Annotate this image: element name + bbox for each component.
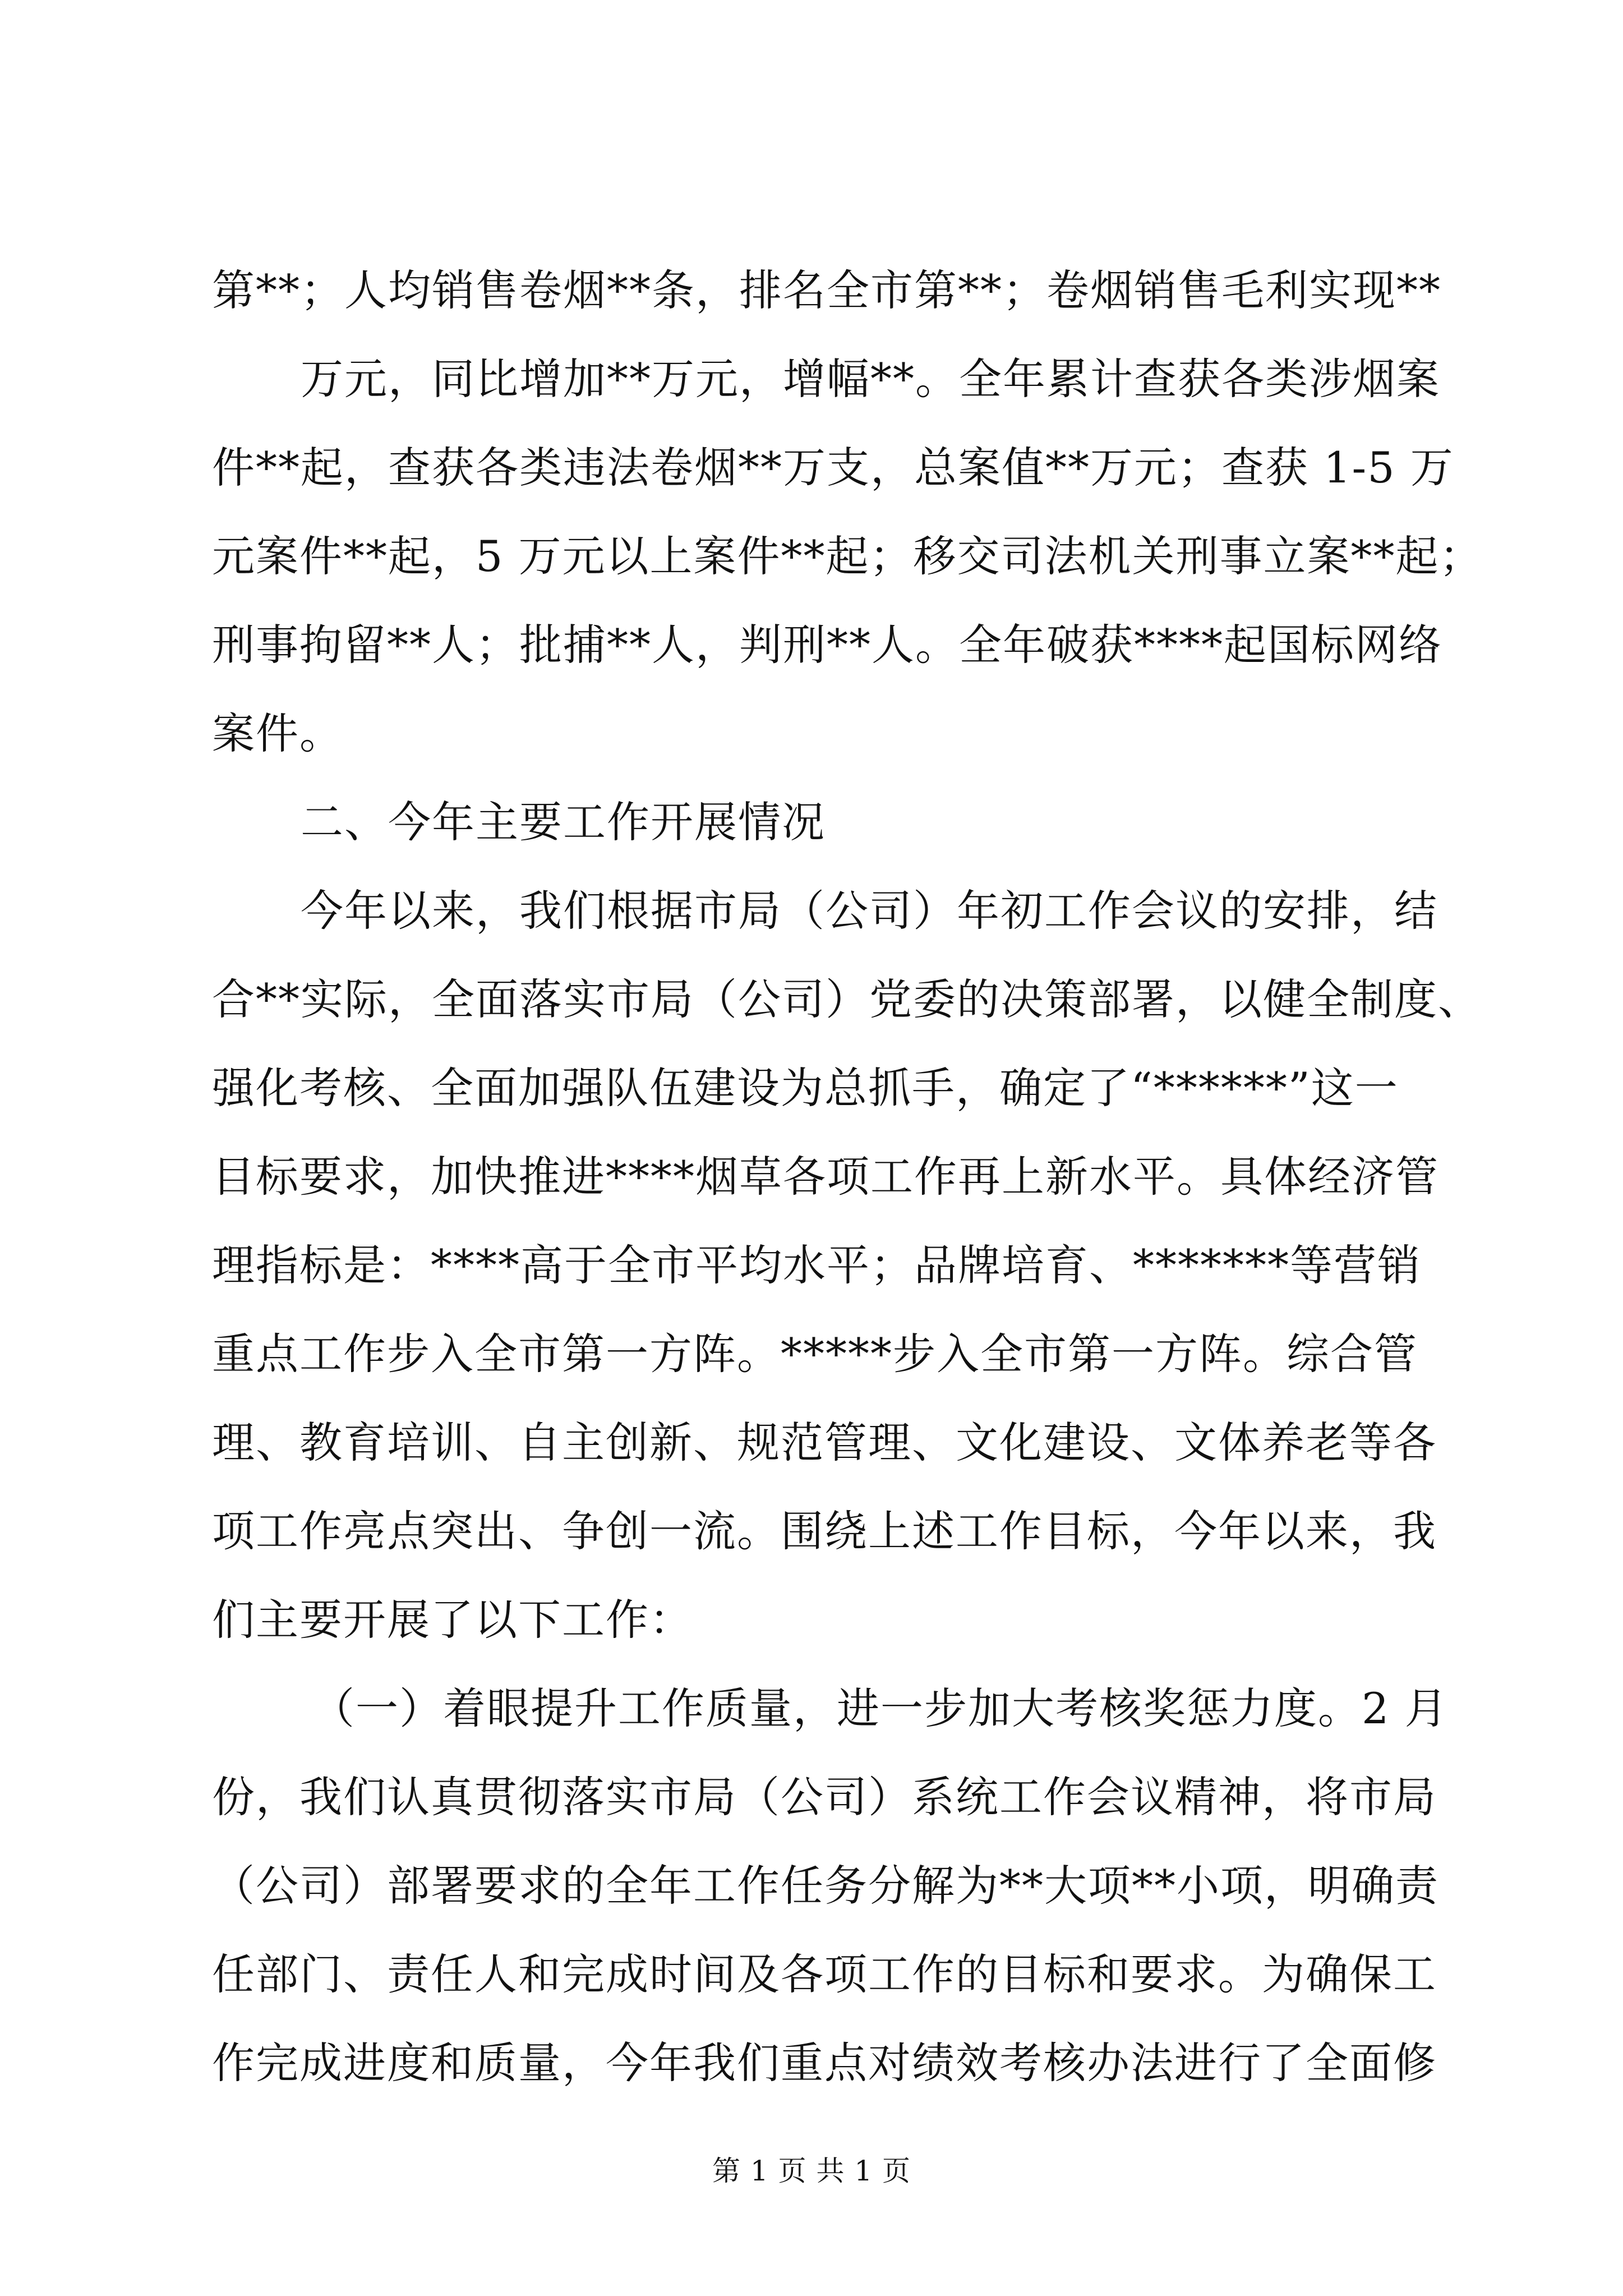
subsection-heading: （一）着眼提升工作质量，进一步加大考核奖惩力度。2 月 [312, 1683, 1449, 1733]
text-line: 今年以来，我们根据市局（公司）年初工作会议的安排，结 [301, 886, 1438, 936]
text-line: 理、教育培训、自主创新、规范管理、文化建设、文体养老等各 [212, 1418, 1437, 1467]
text-line: 作完成进度和质量，今年我们重点对绩效考核办法进行了全面修 [212, 2038, 1437, 2088]
text-line: 万元，同比增加**万元，增幅**。全年累计查获各类涉烟案 [301, 354, 1440, 404]
text-line: 强化考核、全面加强队伍建设为总抓手，确定了“******”这一 [212, 1063, 1399, 1113]
page-footer: 第 1 页 共 1 页 [712, 2155, 911, 2187]
text-line: 项工作亮点突出、争创一流。围绕上述工作目标，今年以来，我 [212, 1506, 1437, 1556]
text-line: 们主要开展了以下工作： [212, 1595, 693, 1645]
text-line: 合**实际，全面落实市局（公司）党委的决策部署，以健全制度、 [212, 974, 1482, 1024]
text-line: 件**起，查获各类违法卷烟**万支，总案值**万元；查获 1-5 万 [212, 443, 1454, 493]
text-line: 元案件**起，5 万元以上案件**起；移交司法机关刑事立案**起； [212, 531, 1483, 581]
text-line: 第**；人均销售卷烟**条，排名全市第**；卷烟销售毛利实现** [212, 265, 1441, 315]
text-line: 重点工作步入全市第一方阵。*****步入全市第一方阵。综合管 [212, 1329, 1418, 1379]
section-heading: 二、今年主要工作开展情况 [301, 797, 826, 847]
text-line: 案件。 [212, 708, 343, 758]
text-line: 任部门、责任人和完成时间及各项工作的目标和要求。为确保工 [212, 1949, 1437, 1999]
text-line: （公司）部署要求的全年工作任务分解为**大项**小项，明确责 [212, 1861, 1439, 1911]
text-line: 份，我们认真贯彻落实市局（公司）系统工作会议精神，将市局 [212, 1772, 1437, 1822]
text-line: 刑事拘留**人；批捕**人，判刑**人。全年破获****起国标网络 [212, 620, 1442, 670]
text-line: 理指标是：****高于全市平均水平；品牌培育、*******等营销 [212, 1240, 1421, 1290]
text-line: 目标要求，加快推进****烟草各项工作再上新水平。具体经济管 [212, 1152, 1439, 1202]
